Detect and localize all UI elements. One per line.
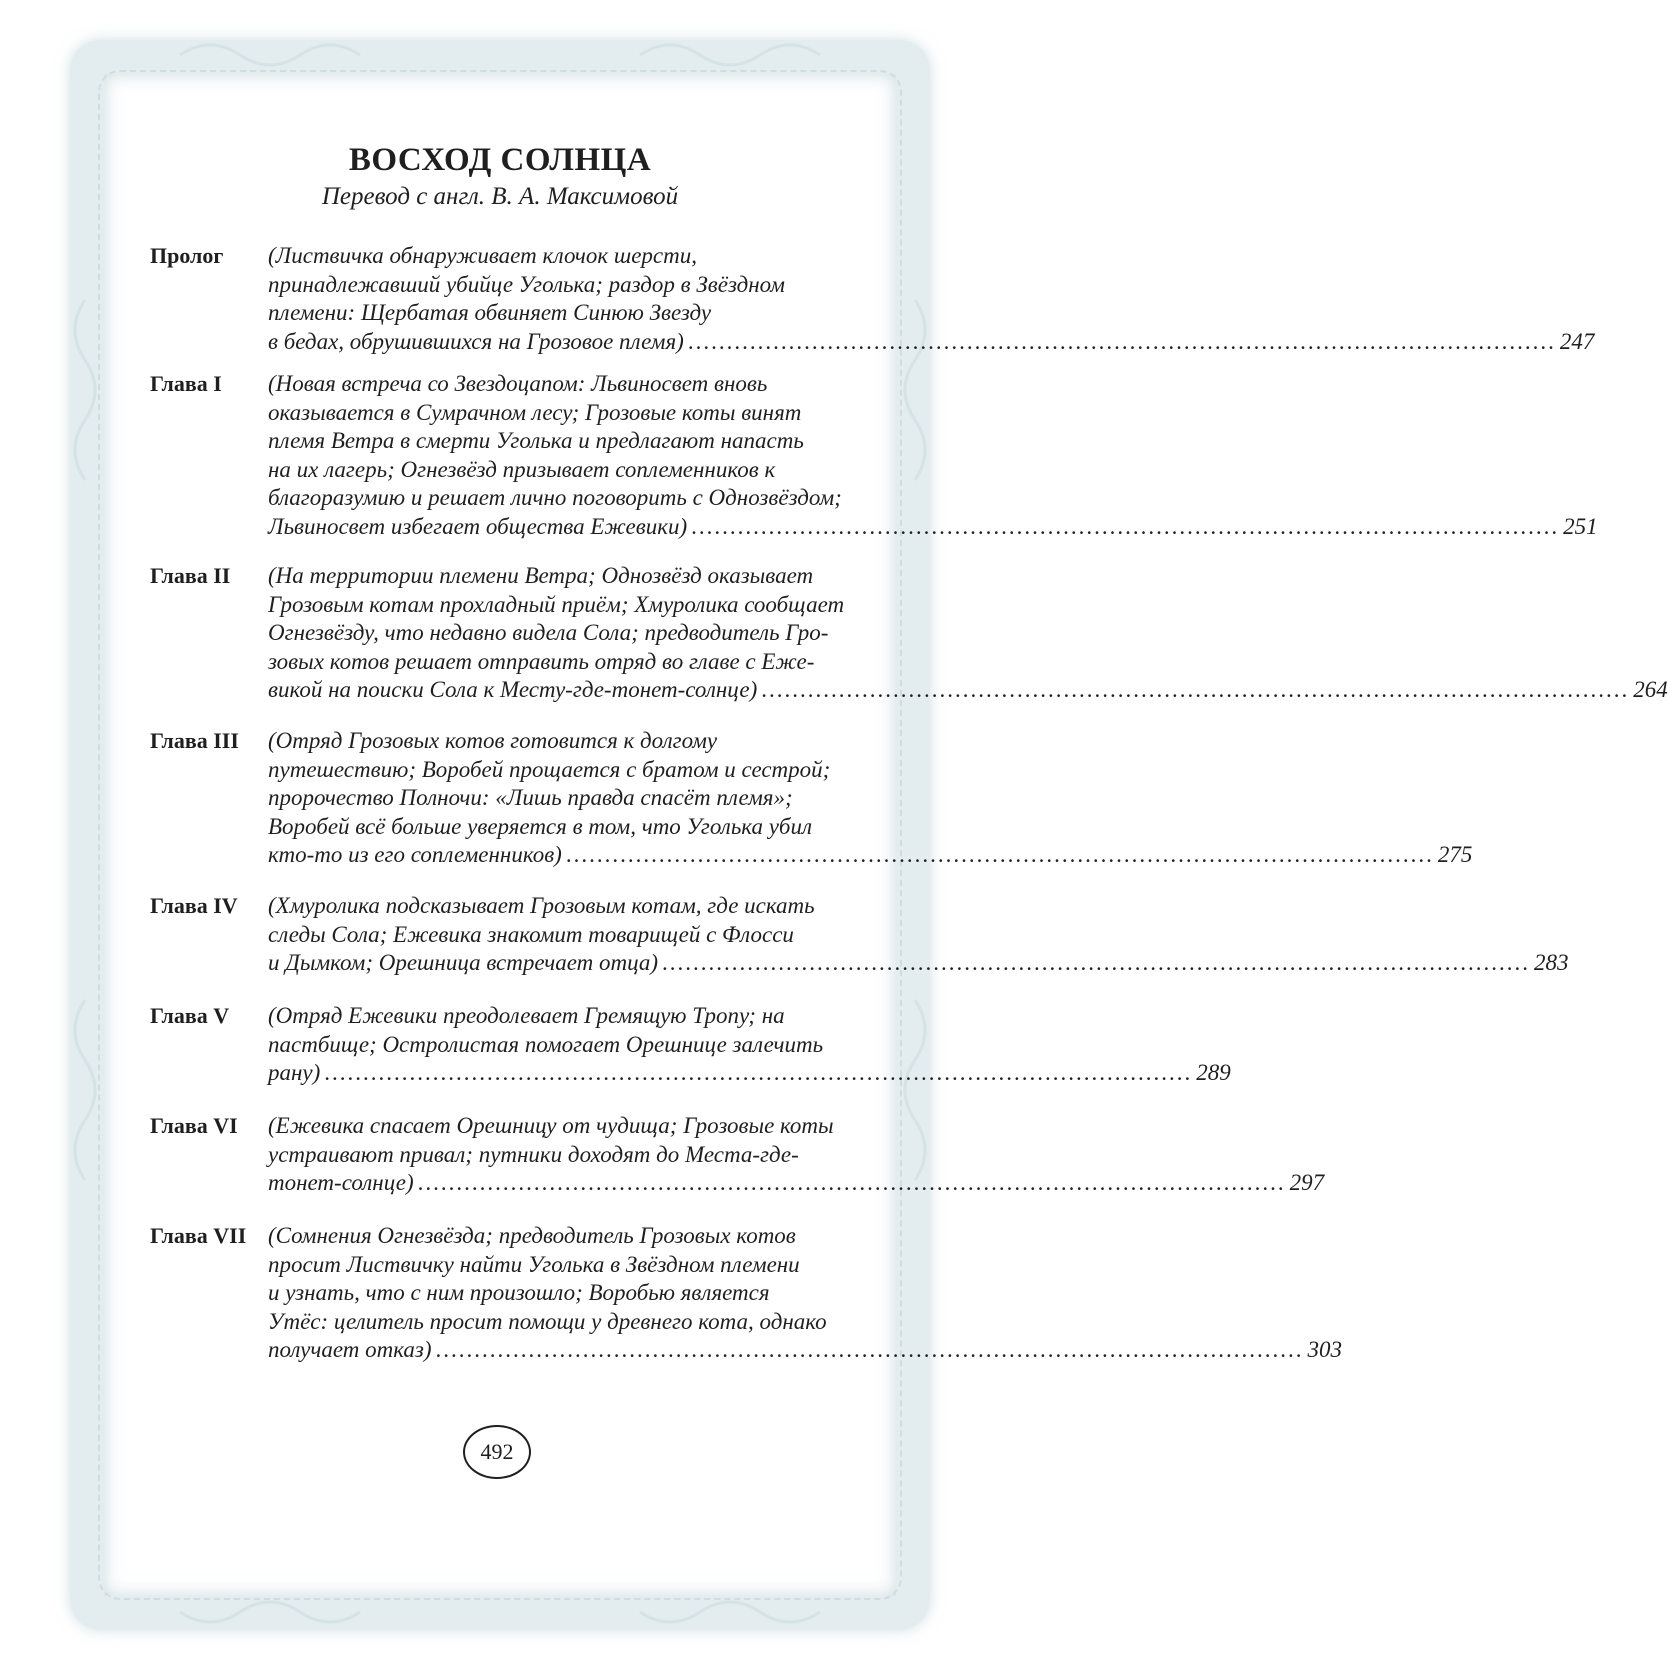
summary-line: Утёс: целитель просит помощи у древнего кота, однако xyxy=(268,1308,827,1334)
summary-line: оказывается в Сумрачном лесу; Грозовые коты винят xyxy=(268,399,802,425)
toc-entry-label: Глава VII xyxy=(150,1223,247,1248)
toc-entry-chapter-4 xyxy=(150,892,1569,978)
toc-entry-summary xyxy=(268,727,1472,870)
dot-leader: ................................................................................................................ xyxy=(687,328,1556,354)
summary-line: путешествию; Воробей прощается с братом и сестрой; xyxy=(268,756,831,782)
summary-line: Воробей всё больше уверяется в том, что Уголька убил xyxy=(268,813,813,839)
summary-line: зовых котов решает отправить отряд во главе с Еже- xyxy=(268,648,815,674)
toc-entry-prologue xyxy=(150,242,1595,356)
summary-line: пророчество Полночи: «Лишь правда спасёт племя»; xyxy=(268,785,793,811)
summary-last-line xyxy=(268,1336,1342,1365)
summary-line: (Листвичка обнаруживает клочок шерсти, xyxy=(268,243,697,268)
toc-entry-summary xyxy=(268,892,1569,978)
summary-line: благоразумию и решает лично поговорить с Однозвёздом; xyxy=(268,485,842,511)
summary-line: Грозовым котам прохладный приём; Хмуролика сообщает xyxy=(268,591,845,617)
summary-line: на их лагерь; Огнезвёзд призывает соплеменников к xyxy=(268,456,776,482)
toc-entry-chapter-2 xyxy=(150,562,1668,705)
dot-leader: ................................................................................................................ xyxy=(761,677,1630,703)
summary-last-line xyxy=(268,513,1598,542)
summary-last-line xyxy=(268,949,1569,978)
summary-line: племя Ветра в смерти Уголька и предлагают напасть xyxy=(268,428,804,454)
summary-line: (Сомнения Огнезвёзда; предводитель Грозовых котов xyxy=(268,1223,796,1248)
dot-leader: ................................................................................................................ xyxy=(324,1060,1193,1086)
summary-last-line xyxy=(268,676,1668,705)
summary-line: в бедах, обрушившихся на Грозовое племя) xyxy=(268,328,684,354)
summary-line: (Ежевика спасает Орешницу от чудища; Грозовые коты xyxy=(268,1113,834,1138)
dot-leader: ................................................................................................................ xyxy=(565,842,1434,868)
toc-entry-chapter-1 xyxy=(150,370,1598,542)
page-ref: 251 xyxy=(1563,513,1598,539)
dot-leader: ................................................................................................................ xyxy=(417,1170,1286,1196)
toc-entry-label: Глава VI xyxy=(150,1113,238,1138)
page-ref: 264 xyxy=(1633,677,1668,703)
toc-entry-label: Глава I xyxy=(150,371,222,396)
page-ref: 303 xyxy=(1307,1337,1343,1363)
summary-line: кто-то из его соплеменников) xyxy=(268,842,562,868)
page-number-badge: 492 xyxy=(463,1425,531,1479)
section-title: ВОСХОД СОЛНЦА xyxy=(348,142,652,178)
toc-entry-chapter-6 xyxy=(150,1112,1325,1198)
page-ref: 283 xyxy=(1534,950,1569,976)
summary-last-line xyxy=(268,1059,1231,1088)
summary-line: племени: Щербатая обвиняет Синюю Звезду xyxy=(268,300,712,326)
summary-last-line xyxy=(268,841,1472,870)
dot-leader: ................................................................................................................ xyxy=(691,513,1560,539)
summary-line: (Новая встреча со Звездоцапом: Львиносвет вновь xyxy=(268,371,768,396)
summary-line: (Отряд Ежевики преодолевает Гремящую Тропу; на xyxy=(268,1003,785,1028)
toc-entry-chapter-5 xyxy=(150,1002,1231,1088)
toc-entry-label: Глава II xyxy=(150,563,231,588)
page-ref: 275 xyxy=(1437,842,1473,868)
toc-entry-summary xyxy=(268,242,1594,356)
toc-entry-label: Глава V xyxy=(150,1003,230,1028)
toc-entry-label: Глава III xyxy=(150,728,239,753)
summary-line: рану) xyxy=(268,1060,321,1086)
toc-entry-summary xyxy=(268,562,1668,705)
toc-entry-label: Глава IV xyxy=(150,893,238,918)
summary-line: Огнезвёзду, что недавно видела Сола; предводитель Гро- xyxy=(268,620,829,646)
translator-credit: Перевод с англ. В. А. Максимовой xyxy=(321,183,679,210)
toc-entry-chapter-7 xyxy=(150,1222,1343,1365)
summary-line: (Хмуролика подсказывает Грозовым котам, где искать xyxy=(268,893,815,918)
summary-line: Львиносвет избегает общества Ежевики) xyxy=(268,513,688,539)
summary-line: просит Листвичку найти Уголька в Звёздном племени xyxy=(268,1251,800,1277)
summary-line: пастбище; Остролистая помогает Орешнице залечить xyxy=(268,1031,824,1057)
summary-line: принадлежавший убийце Уголька; раздор в Звёздном xyxy=(268,271,785,297)
toc-entry-label: Пролог xyxy=(150,243,224,268)
page-ref: 247 xyxy=(1559,328,1595,354)
summary-last-line xyxy=(268,328,1594,357)
toc-entry-chapter-3 xyxy=(150,727,1473,870)
summary-last-line xyxy=(268,1169,1324,1198)
toc-entry-summary xyxy=(268,1002,1231,1088)
summary-line: викой на поиски Сола к Месту-где-тонет-солнце) xyxy=(268,677,758,703)
summary-line: устраивают привал; путники доходят до Места-где- xyxy=(268,1141,799,1167)
toc-entry-summary xyxy=(268,370,1598,542)
page-ref: 289 xyxy=(1196,1060,1231,1086)
dot-leader: ................................................................................................................ xyxy=(435,1337,1304,1363)
toc-entry-summary xyxy=(268,1112,1324,1198)
summary-line: и Дымком; Орешница встречает отца) xyxy=(268,950,659,976)
dot-leader: ................................................................................................................ xyxy=(662,950,1531,976)
toc-entry-summary xyxy=(268,1222,1342,1365)
summary-line: получает отказ) xyxy=(268,1337,432,1363)
summary-line: тонет-солнце) xyxy=(268,1170,414,1196)
summary-line: (На территории племени Ветра; Однозвёзд оказывает xyxy=(268,563,814,588)
summary-line: (Отряд Грозовых котов готовится к долгому xyxy=(268,728,718,753)
summary-line: и узнать, что с ним произошло; Воробью является xyxy=(268,1280,770,1306)
summary-line: следы Сола; Ежевика знакомит товарищей с Флосси xyxy=(268,921,794,947)
page-ref: 297 xyxy=(1289,1170,1325,1196)
